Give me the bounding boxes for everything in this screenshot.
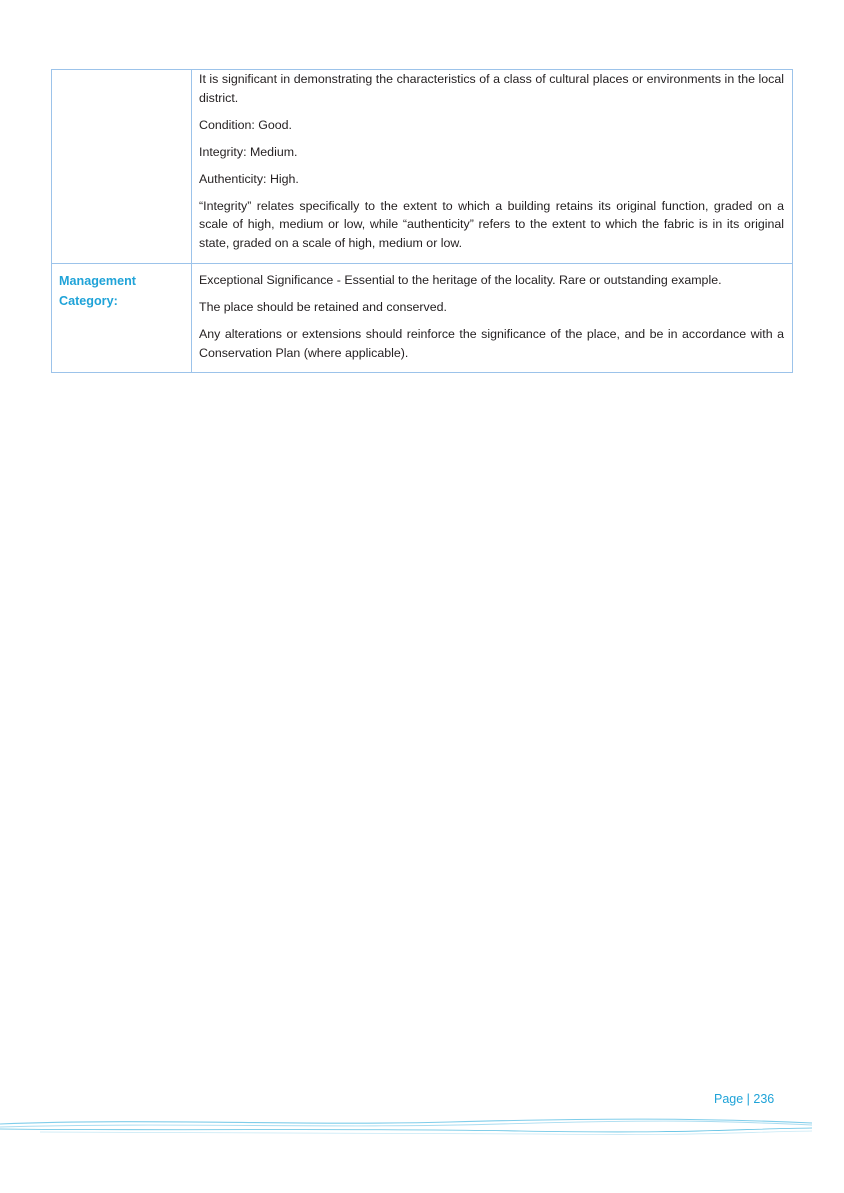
management-category-text: Exceptional Significance - Essential to the heritage of the locality. Rare or outstanding example. bbox=[199, 273, 722, 287]
table-row bbox=[52, 70, 793, 264]
row-label-cell bbox=[52, 264, 192, 373]
alterations-paragraph: Any alterations or extensions should reinforce the significance of the place, and be in accordance with a Conservation Plan (where applicable). bbox=[199, 327, 784, 360]
row-content-cell bbox=[192, 264, 793, 373]
integrity-definition-paragraph: “Integrity” relates specifically to the extent to which a building retains its original function, graded on a scale of high, medium or low, while “authenticity” refers to the extent to which the fabric is in its original state, graded on a scale of high, medium or low. bbox=[199, 198, 784, 250]
management-category-label: Management Category: bbox=[59, 274, 136, 308]
footer-wave-decoration bbox=[0, 1110, 844, 1140]
heritage-table bbox=[51, 69, 793, 373]
condition-text: Condition: Good. bbox=[199, 117, 292, 132]
authenticity-text: Authenticity: High. bbox=[199, 171, 299, 186]
integrity-text: Integrity: Medium. bbox=[199, 144, 298, 159]
row-label bbox=[52, 70, 169, 78]
row-label-cell bbox=[52, 70, 192, 264]
page-number: Page | 236 bbox=[714, 1092, 775, 1106]
significance-paragraph: It is significant in demonstrating the characteristics of a class of cultural places or environments in the local district. bbox=[199, 72, 784, 105]
table-row bbox=[52, 264, 793, 373]
row-content-cell bbox=[192, 70, 793, 264]
retention-text: The place should be retained and conserved. bbox=[199, 300, 447, 314]
